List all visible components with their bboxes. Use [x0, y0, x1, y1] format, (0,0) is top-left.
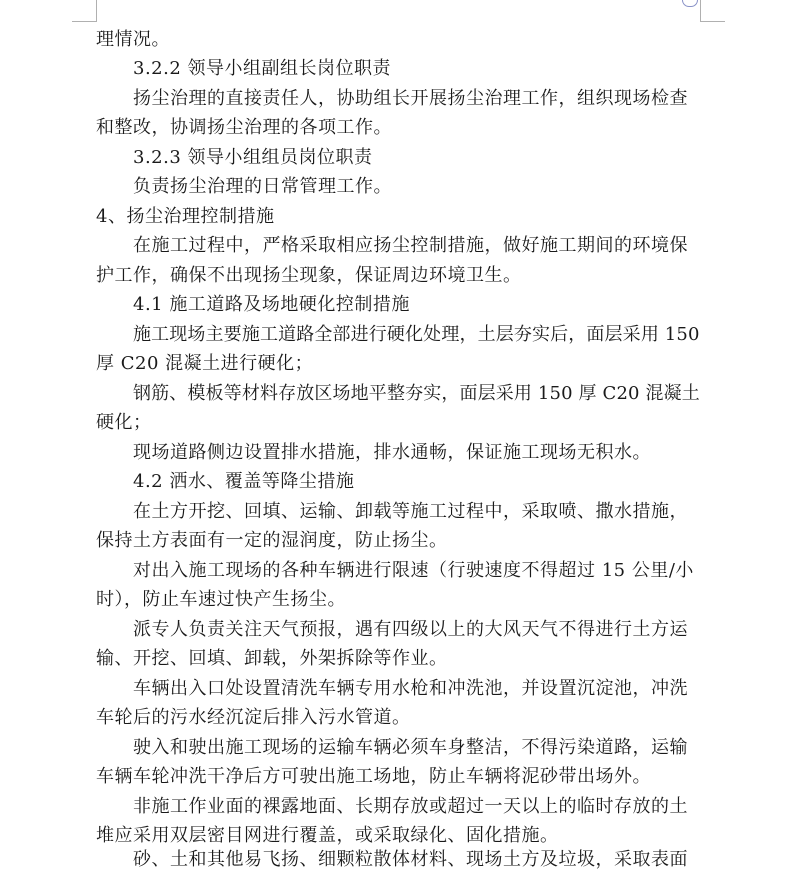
text-line: 派专人负责关注天气预报，遇有四级以上的大风天气不得进行土方运: [133, 619, 688, 640]
text-line: 车辆车轮冲洗干净后方可驶出施工场地，防止车辆将泥砂带出场外。: [96, 766, 651, 787]
section-heading: 4、扬尘治理控制措施: [96, 206, 275, 227]
text-line: 对出入施工现场的各种车辆进行限速（行驶速度不得超过 15 公里/小: [133, 560, 694, 581]
text-line: 非施工作业面的裸露地面、长期存放或超过一天以上的临时存放的土: [133, 796, 688, 817]
text-line: 硬化；: [96, 412, 152, 433]
text-line: 和整改，协调扬尘治理的各项工作。: [96, 117, 392, 138]
text-line: 车辆出入口处设置清洗车辆专用水枪和冲洗池，并设置沉淀池，冲洗: [133, 678, 688, 699]
text-line: 理情况。: [96, 29, 170, 50]
text-line: 施工现场主要施工道路全部进行硬化处理，土层夯实后，面层采用 150: [133, 324, 700, 345]
text-line: 车轮后的污水经沉淀后排入污水管道。: [96, 707, 411, 728]
section-heading: 3.2.3 领导小组组员岗位职责: [133, 147, 373, 168]
text-line: 厚 C20 混凝土进行硬化；: [96, 353, 314, 374]
text-line: 在施工过程中，严格采取相应扬尘控制措施，做好施工期间的环境保: [133, 235, 688, 256]
text-line: 驶入和驶出施工现场的运输车辆必须车身整洁，不得污染道路，运输: [133, 737, 688, 758]
text-line: 在土方开挖、回填、运输、卸载等施工过程中，采取喷、撒水措施，: [133, 501, 688, 522]
text-line: 堆应采用双层密目网进行覆盖，或采取绿化、固化措施。: [96, 825, 559, 846]
section-heading: 4.2 洒水、覆盖等降尘措施: [133, 471, 355, 492]
crop-mark-top-right-vertical: [700, 0, 701, 22]
section-heading: 3.2.2 领导小组副组长岗位职责: [133, 58, 392, 79]
text-line: 砂、土和其他易飞扬、细颗粒散体材料、现场土方及垃圾，采取表面: [133, 849, 688, 870]
text-line: 扬尘治理的直接责任人，协助组长开展扬尘治理工作，组织现场检查: [133, 88, 688, 109]
text-line: 钢筋、模板等材料存放区场地平整夯实，面层采用 150 厚 C20 混凝土: [133, 383, 700, 404]
text-line: 输、开挖、回填、卸载，外架拆除等作业。: [96, 648, 448, 669]
crop-mark-top-right-horizontal: [700, 21, 725, 22]
page-curl-icon: [682, 0, 698, 7]
section-heading: 4.1 施工道路及场地硬化控制措施: [133, 294, 410, 315]
text-line: 现场道路侧边设置排水措施，排水通畅，保证施工现场无积水。: [133, 442, 651, 463]
crop-mark-top-left-horizontal: [72, 21, 97, 22]
crop-mark-top-left-vertical: [96, 0, 97, 22]
text-line: 保持土方表面有一定的湿润度，防止扬尘。: [96, 530, 448, 551]
text-line: 负责扬尘治理的日常管理工作。: [133, 176, 392, 197]
text-line: 时），防止车速过快产生扬尘。: [96, 589, 346, 610]
text-line: 护工作，确保不出现扬尘现象，保证周边环境卫生。: [96, 265, 522, 286]
